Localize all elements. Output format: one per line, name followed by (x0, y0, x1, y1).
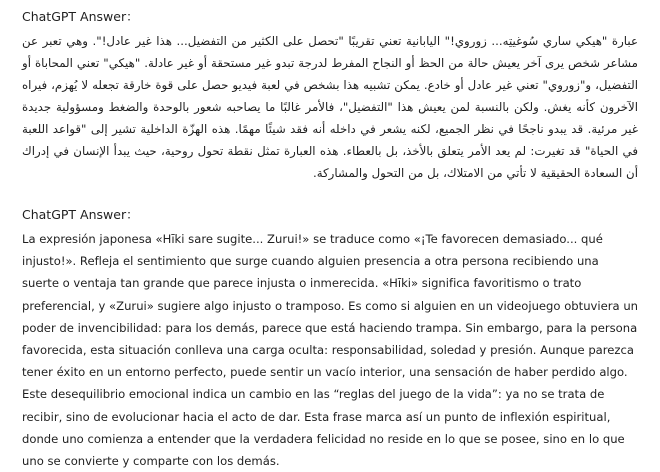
answer-heading: ChatGPT Answer： (22, 207, 139, 222)
answer-text-spanish: La expresión japonesa «Hīki sare sugite... Zurui!» se traduce como «¡Te favorecen demasiado... qué injusto!». Refleja el sentimiento que surge cuando alguien presencia a otra persona recibiendo una suerte o ventaja tan grande que parece injusta o inmerecida. «Hīki» significa favoritismo o trato preferencial, y «Zurui» sugiere algo injusto o tramposo. Es como si alguien en un videojuego obtuviera un poder de invencibilidad: para los demás, parece que está haciendo trampa. Sin embargo, para la persona favorecida, esta situación conlleva una carga oculta: responsabilidad, soledad y presión. Aunque parezca tener éxito en un entorno perfecto, puede sentir un vacío interior, una sensación de haber perdido algo. Este desequilibrio emocional indica un cambio en las “reglas del juego de la vida”: ya no se trata de recibir, sino de evolucionar hacia el acto de dar. Esta frase marca así un punto de inflexión espiritual, donde uno comienza a entender que la verdadera felicidad no reside en lo que se posee, sino en lo que uno se convierte y comparte con los demás. (22, 232, 639, 469)
answer-block-spanish (22, 206, 638, 472)
answer-text-arabic: عبارة "هيكي ساري سُوغيتِه... زوروي!" اليابانية تعني تقريبًا "تحصل على الكثير من التفضيل... هذا غير عادل!". وهي تعبر عن مشاعر شخص يرى آخر يعيش حالة من الحظ أو النجاح المفرط لدرجة تبدو غير مستحقة أو غير عادلة. "هيكي" تعني المحاباة أو التفضيل، و"زوروي" تعني غير عادل أو خادع. يمكن تشبيه هذا بشخص في لعبة فيديو حصل على قوة خارقة تجعله لا يُهزم، فيراه الآخرون كأنه يغش. ولكن بالنسبة لمن يعيش هذا "التفضيل"، فالأمر غالبًا ما يصاحبه شعور بالوحدة والضغط ومسؤولية جديدة غير مرئية. قد يبدو ناجحًا في نظر الجميع، لكنه يشعر في داخله أنه فقد شيئًا مهمًا. هذه الهزّة الداخلية تشير إلى "قواعد اللعبة في الحياة" قد تغيرت: لم يعد الأمر يتعلق بالأخذ، بل بالعطاء. هذه العبارة تمثل نقطة تحول روحية، حيث يبدأ الإنسان في إدراك أن السعادة الحقيقية لا تأتي من الامتلاك، بل من التحول والمشاركة. (22, 34, 638, 180)
answer-heading: ChatGPT Answer： (22, 9, 139, 24)
answer-block-arabic (22, 8, 638, 184)
section-spacer (22, 184, 638, 206)
